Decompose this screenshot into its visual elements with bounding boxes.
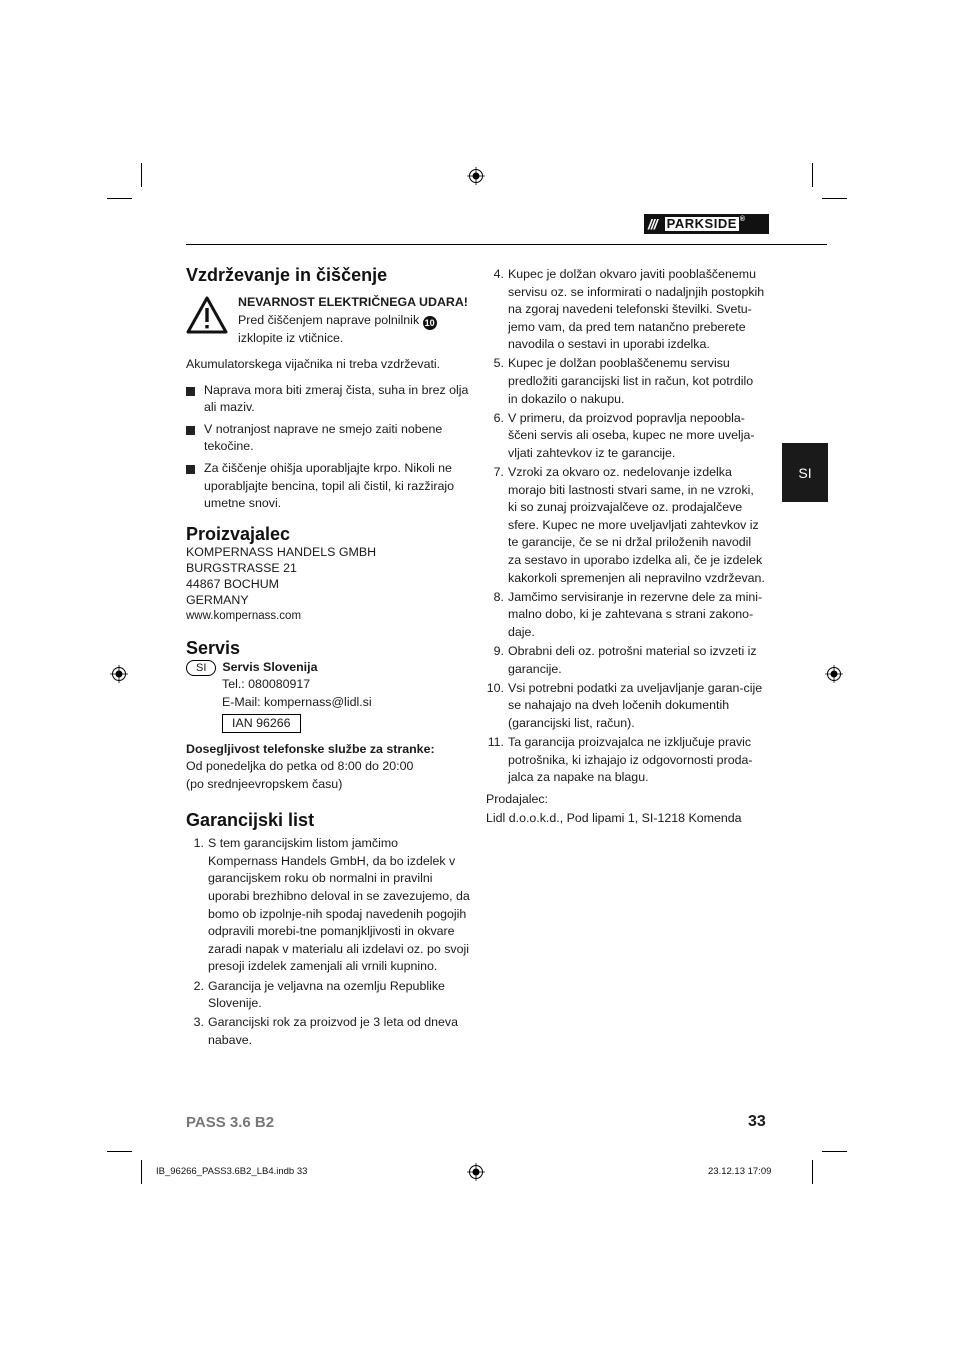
registration-mark-icon	[467, 1163, 485, 1181]
imprint-date: 23.12.13 17:09	[708, 1166, 772, 1177]
seller-address: Lidl d.o.o.k.d., Pod lipami 1, SI-1218 Komenda	[486, 811, 742, 826]
left-column: Vzdrževanje in čiščenje NEVARNOST ELEKTRIČNEGA UDARA! Pred čiščenjem naprave polnilnik 10 izklopite iz vtičnice. Akumulatorskega vijačnika ni treba vzdrževati. Naprava mora biti zmeraj čista, suha in brez olja ali maziv. V notranjost naprave ne smejo zaiti nobene tekočine. Za čiščenje ohišja uporabljajte krpo. Nikoli ne uporabljajte bencina, topil ali čistil, ki razžirajo umetne snovi. Proizvajalec KOMPERNASS HANDELS GMBH BURGSTRASSE 21 44867 BOCHUM GERMANY www.kompernass.com Servis SI Servis Slovenija Tel.: 080080917 E-Mail: kompernass@lidl.si IAN 96266 Dosegljivost telefonske službe za stranke: Od ponedeljka do petka od 8:00 do 20:00 (po srednjeevropskem času) Garancijski list 1. S tem garancijskim listom jamčimo Kompernass Handels GmbH, da bo izdelek v garancijskem roku ob normalni in pravilni uporabi brezhibno deloval in se zavezujemo, da bomo ob izpolnje-nih spodaj navedenih pogojih odpravili morebi-tne pomanjkljivosti in okvare zaradi napak v materialu ali izdelavi oz. po svoji presoji izdelek zamenjali ali vrnili kupnino. 2. Garancija je veljavna na ozemlju Republike Slovenije. 3. Garancijski rok za proizvod je 3 leta od dneva nabave.	[186, 264, 470, 1051]
list-item: Naprava mora biti zmeraj čista, suha in brez olja ali maziv.	[186, 382, 470, 417]
list-item: 10. Vsi potrebni podatki za uveljavljanje garan-cije se nahajajo na dveh ločenih dokumentih (garancijski list, račun).	[486, 680, 763, 730]
crop-mark	[107, 1151, 132, 1152]
country-badge: SI	[186, 660, 216, 676]
registration-mark-icon	[467, 167, 485, 185]
list-item: 5. Kupec je dolžan pooblaščenemu servisu predložiti garancijski list in račun, kot potrdilo in dokazilo o nakupu.	[493, 356, 754, 406]
crop-mark	[141, 163, 142, 187]
list-item: 1. S tem garancijskim listom jamčimo Kompernass Handels GmbH, da bo izdelek v garancijskem roku ob normalni in pravilni uporabi brezhibno deloval in se zavezujemo, da bomo ob izpolnje-nih spodaj navedenih pogojih odpravili morebi-tne pomanjkljivosti in okvare zaradi napak v materialu ali izdelavi oz. po svoji presoji izdelek zamenjali ali vrnili kupnino.	[193, 836, 470, 974]
manufacturer-heading: Proizvajalec	[186, 523, 291, 544]
list-item: 3. Garancijski rok za proizvod je 3 leta od dneva nabave.	[193, 1015, 459, 1047]
service-heading: Servis	[186, 637, 241, 658]
list-item: 11. Ta garancija proizvajalca ne izključuje pravic potrošnika, ki izhajajo iz odgovornosti proda-jalca za napake na blagu.	[487, 734, 753, 785]
language-tab: SI	[782, 443, 828, 502]
registration-mark-icon	[110, 665, 128, 683]
ian-box: IAN 96266	[222, 714, 301, 733]
crop-mark	[822, 1151, 847, 1152]
crop-mark	[812, 1160, 813, 1184]
header-rule	[186, 244, 827, 245]
list-item: 7. Vzroki za okvaro oz. nedelovanje izdelka morajo biti lastnosti stvari same, in ne vzroki, ki so zunaj proizvajalčeve oz. prodajalčeve sfere. Kupec ne more uveljavljati zahtevkov iz te garancije, če se ni držal priloženih navodil za sestavo in uporabo izdelka ali, če je izdelek kakorkoli spremenjen ali nepravilno vzdrževan.	[493, 465, 765, 585]
warranty-list-continued	[486, 266, 766, 787]
seller-label: Prodajalec:	[486, 791, 548, 806]
list-item: Za čiščenje ohišja uporabljajte krpo. Nikoli ne uporabljajte bencina, topil ali čistil, ki razžirajo umetne snovi.	[186, 460, 470, 513]
imprint-file: IB_96266_PASS3.6B2_LB4.indb 33	[156, 1166, 308, 1177]
maintenance-list	[186, 382, 470, 513]
crop-mark	[141, 1160, 142, 1184]
manufacturer-website: www.kompernass.com	[186, 609, 302, 622]
model-name: PASS 3.6 B2	[186, 1114, 275, 1131]
availability-title: Dosegljivost telefonske službe za stranke:	[186, 741, 435, 756]
crop-mark	[107, 198, 132, 199]
manufacturer-address: KOMPERNASS HANDELS GMBH BURGSTRASSE 21 44867 BOCHUM GERMANY www.kompernass.com	[186, 544, 470, 624]
list-item: V notranjost naprave ne smejo zaiti nobene tekočine.	[186, 421, 470, 456]
list-item: 2. Garancija je veljavna na ozemlju Republike Slovenije.	[193, 978, 445, 1011]
page-number: 33	[748, 1113, 766, 1130]
right-column	[486, 262, 766, 828]
brand-logo: /// PARKSIDE ®	[644, 214, 769, 234]
registration-mark-icon	[825, 665, 843, 683]
list-item: 9. Obrabni deli oz. potrošni material so izvzeti iz garancije.	[493, 643, 757, 676]
maintenance-heading: Vzdrževanje in čiščenje	[186, 265, 388, 285]
list-item: 4. Kupec je dolžan okvaro javiti pooblaščenemu servisu oz. se informirati o nadaljnjih postopkih na zgoraj navedeni telefonski številki. Svetu-jemo vam, da pred tem natančno preberete navodila o sestavi in uporabi izdelka.	[493, 267, 765, 352]
list-item: 6. V primeru, da proizvod popravlja nepoobla-ščeni servis ali oseba, kupec ne more uvelja-vljati zahtevkov iz te garancije.	[493, 410, 755, 460]
bullet-square-icon	[186, 426, 195, 435]
brand-name: PARKSIDE	[666, 216, 737, 231]
warning-text: NEVARNOST ELEKTRIČNEGA UDARA! Pred čiščenjem naprave polnilnik 10 izklopite iz vtičnice.	[238, 295, 468, 346]
bullet-square-icon	[186, 465, 195, 474]
warning-triangle-icon	[186, 296, 228, 334]
crop-mark	[812, 163, 813, 187]
warranty-list	[186, 835, 470, 1049]
warning-block	[186, 296, 470, 348]
bullet-square-icon	[186, 387, 195, 396]
maintenance-intro: Akumulatorskega vijačnika ni treba vzdrževati.	[186, 356, 441, 371]
service-block: SI Servis Slovenija Tel.: 080080917 E-Mail: kompernass@lidl.si IAN 96266	[186, 659, 470, 733]
part-number-badge: 10	[423, 316, 437, 330]
warranty-heading: Garancijski list	[186, 810, 315, 831]
crop-mark	[822, 198, 847, 199]
list-item: 8. Jamčimo servisiranje in rezervne dele za mini-malno dobo, ki je zahtevana s strani zakono-daje.	[493, 589, 763, 639]
